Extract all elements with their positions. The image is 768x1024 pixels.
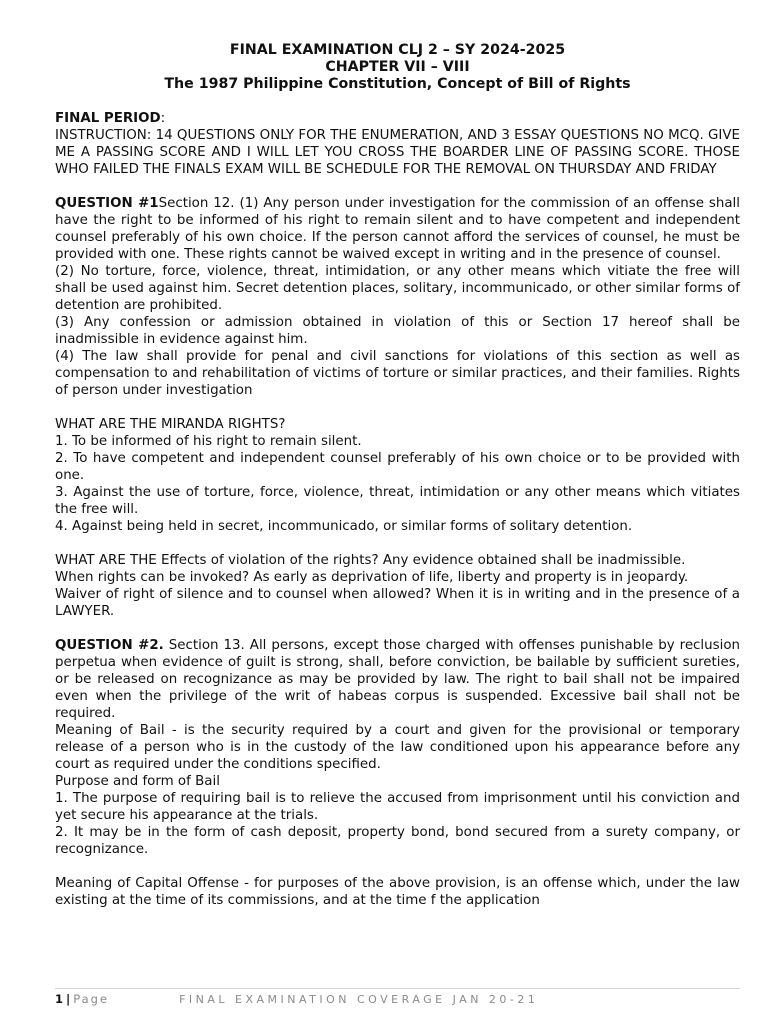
bail-purpose-item: 2. It may be in the form of cash deposit, property bond, bond secured from a surety company, or recognizance.	[55, 825, 740, 857]
miranda-item: 1. To be informed of his right to remain silent.	[55, 434, 362, 449]
spacer	[55, 178, 740, 195]
final-period-label: FINAL PERIOD	[55, 111, 161, 126]
exam-title: FINAL EXAMINATION CLJ 2 – SY 2024-2025	[229, 42, 566, 58]
spacer	[55, 858, 740, 875]
effects-paragraph: WHAT ARE THE Effects of violation of the rights? Any evidence obtained shall be inadmissible.	[55, 553, 686, 568]
spacer	[55, 620, 740, 637]
page-number: 1	[55, 992, 64, 1006]
chapter-title: CHAPTER VII – VIII	[325, 59, 470, 75]
capital-offense-paragraph: Meaning of Capital Offense - for purposes of the above provision, is an offense which, under the law existing at the time of its commissions, and at the time f the application	[55, 876, 740, 908]
bail-purpose-item: 1. The purpose of requiring bail is to relieve the accused from imprisonment until his conviction and yet secure his appearance at the trials.	[55, 791, 740, 823]
invocation-paragraph: When rights can be invoked? As early as deprivation of life, liberty and property is in jeopardy.	[55, 570, 689, 585]
spacer	[55, 399, 740, 416]
question-1-clause-3: (3) Any confession or admission obtained in violation of this or Section 17 hereof shall be inadmissible in evidence against him.	[55, 315, 740, 347]
final-period-heading	[55, 110, 740, 127]
question-2-text: Section 13. All persons, except those charged with offenses punishable by reclusion perpetua when evidence of guilt is strong, shall, before conviction, be bailable by sufficient sureties, or be released on recognizance as may be provided by law. The right to bail shall not be impaired even when the privilege of the writ of habeas corpus is suspended. Excessive bail shall not be required.	[55, 638, 740, 721]
final-period-colon: :	[160, 111, 166, 126]
question-2-label: QUESTION #2.	[55, 638, 164, 653]
question-1-label: QUESTION #1	[55, 196, 159, 211]
page-footer	[55, 992, 740, 1007]
footer-separator: |	[66, 992, 71, 1006]
miranda-item: 3. Against the use of torture, force, violence, threat, intimidation or any other means which vitiates the free will.	[55, 485, 740, 517]
bail-meaning-paragraph: Meaning of Bail - is the security required by a court and given for the provisional or temporary release of a person who is in the custody of the law conditioned upon his appearance before any court as required under the conditions specified.	[55, 723, 740, 772]
question-1-paragraph	[55, 195, 740, 263]
question-1-text: Section 12. (1) Any person under investigation for the commission of an offense shall have the right to be informed of his right to remain silent and to have competent and independent counsel preferably of his own choice. If the person cannot afford the services of counsel, he must be provided with one. These rights cannot be waived except in writing and in the presence of counsel.	[55, 196, 740, 262]
question-1-clause-2: (2) No torture, force, violence, threat, intimidation, or any other means which vitiate the free will shall be used against him. Secret detention places, solitary, incommunicado, or other similar forms of detention are prohibited.	[55, 264, 740, 313]
subject-title: The 1987 Philippine Constitution, Concept of Bill of Rights	[164, 76, 631, 92]
spacer	[55, 93, 740, 110]
coverage-label: FINAL EXAMINATION COVERAGE JAN 20-21	[179, 993, 539, 1006]
waiver-paragraph: Waiver of right of silence and to counsel when allowed? When it is in writing and in the presence of a LAWYER.	[55, 587, 740, 619]
question-2-paragraph	[55, 637, 740, 722]
miranda-heading: WHAT ARE THE MIRANDA RIGHTS?	[55, 417, 286, 432]
bail-purpose-heading: Purpose and form of Bail	[55, 774, 220, 789]
footer-divider	[55, 988, 740, 989]
spacer	[55, 535, 740, 552]
page-label: Page	[73, 992, 110, 1006]
document-body	[55, 42, 740, 909]
instruction-paragraph: INSTRUCTION: 14 QUESTIONS ONLY FOR THE ENUMERATION, AND 3 ESSAY QUESTIONS NO MCQ. GIVE ME A PASSING SCORE AND I WILL LET YOU CROSS THE BOARDER LINE OF PASSING SCORE. THOSE WHO FAILED THE FINALS EXAM WILL BE SCHEDULE FOR THE REMOVAL ON THURSDAY AND FRIDAY	[55, 128, 740, 177]
question-1-clause-4: (4) The law shall provide for penal and civil sanctions for violations of this section as well as compensation to and rehabilitation of victims of torture or similar practices, and their families. Rights of person under investigation	[55, 349, 740, 398]
miranda-item: 2. To have competent and independent counsel preferably of his own choice or to be provided with one.	[55, 451, 740, 483]
miranda-item: 4. Against being held in secret, incommunicado, or similar forms of solitary detention.	[55, 519, 633, 534]
